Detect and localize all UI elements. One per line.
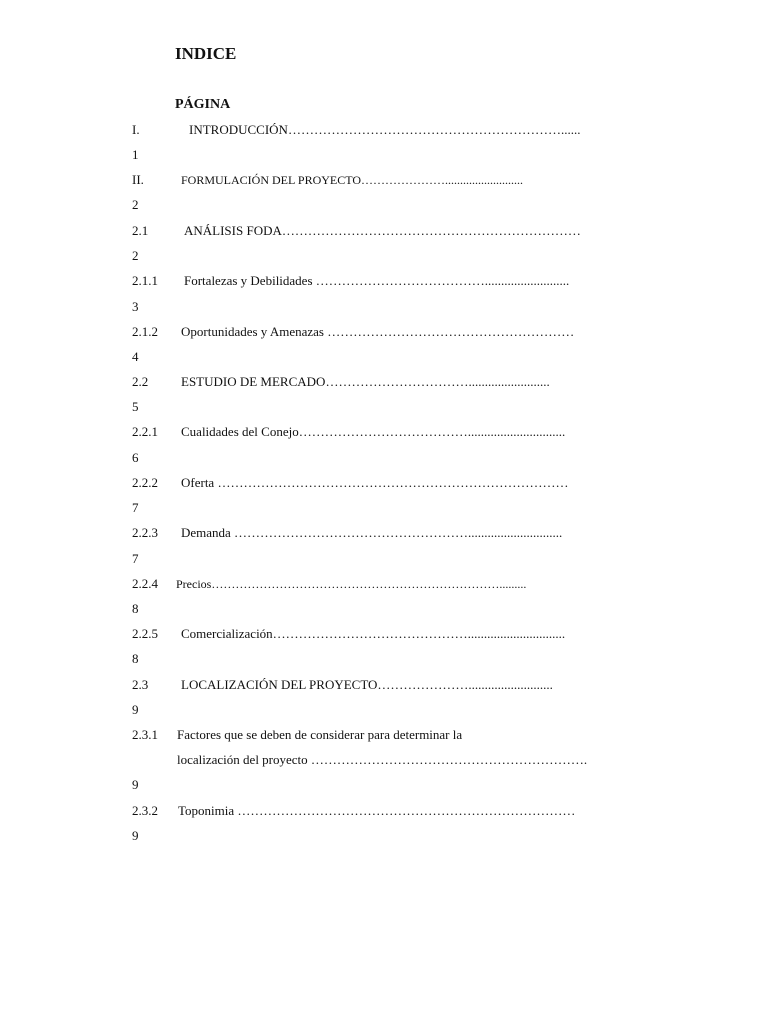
toc-entry-page: 6 [132,450,139,465]
toc-entry-number: 2.2.1 [132,424,158,439]
toc-entry-page: 7 [132,500,139,515]
toc-entry-text: Oportunidades y Amenazas ………………………………………………… [181,324,575,339]
toc-entry-page: 7 [132,551,139,566]
toc-entry-number: 2.3.2 [132,803,158,818]
toc-entry-number: 2.1.1 [132,273,158,288]
toc-entry-page: 5 [132,399,139,414]
toc-entry-text: INTRODUCCIÓN………………………………………………………...... [189,122,581,137]
toc-entry-number: I. [132,122,140,137]
toc-entry-text: Precios………………………………………………………………......... [176,577,527,591]
toc-entry-page: 9 [132,828,139,843]
index-title: INDICE [175,44,237,63]
toc-entry-text: Oferta ……………………………………………………………………… [181,475,569,490]
toc-entry-text: Factores que se deben de considerar para determinar la [177,727,463,742]
toc-entry-page: 8 [132,651,139,666]
toc-entry-number: 2.3.1 [132,727,158,742]
toc-entry-text: LOCALIZACIÓN DEL PROYECTO………………….......................... [181,677,553,692]
toc-entry-page: 3 [132,299,139,314]
toc-entry-page: 9 [132,702,139,717]
toc-entry-number: II. [132,172,144,187]
toc-entry-text: Demanda ………………………………………………............................. [181,525,563,540]
toc-entry-page: 4 [132,349,139,364]
toc-entry-text: Comercialización……………………………………….............................. [181,626,566,641]
toc-entry-number: 2.3 [132,677,149,692]
toc-entry-page: 1 [132,147,139,162]
toc-entry-number: 2.1.2 [132,324,158,339]
toc-entry-text: Cualidades del Conejo………………………………….............................. [181,424,566,439]
page-column-heading: PÁGINA [175,97,231,112]
toc-entry-text: FORMULACIÓN DEL PROYECTO………………….......................... [181,173,524,187]
toc-entry-number: 2.2.4 [132,576,158,591]
toc-entry-text: localización del proyecto ………………………………………………………. [177,752,588,767]
toc-entry-page: 8 [132,601,139,616]
toc-entry-page: 9 [132,777,139,792]
toc-entry-number: 2.2.2 [132,475,158,490]
toc-entry-number: 2.2.5 [132,626,158,641]
toc-entry-number: 2.2 [132,374,149,389]
toc-entry-text: ANÁLISIS FODA…………………………………………………………… [184,223,581,238]
toc-entry-page: 2 [132,197,139,212]
toc-entry-text: Toponimia …………………………………………………………………… [178,803,576,818]
toc-entry-number: 2.2.3 [132,525,158,540]
toc-entry-text: Fortalezas y Debilidades ………………………………….......................... [184,273,570,288]
toc-entry-number: 2.1 [132,223,149,238]
toc-entry-text: ESTUDIO DE MERCADO……………………………......................... [181,374,550,389]
toc-entry-page: 2 [132,248,139,263]
